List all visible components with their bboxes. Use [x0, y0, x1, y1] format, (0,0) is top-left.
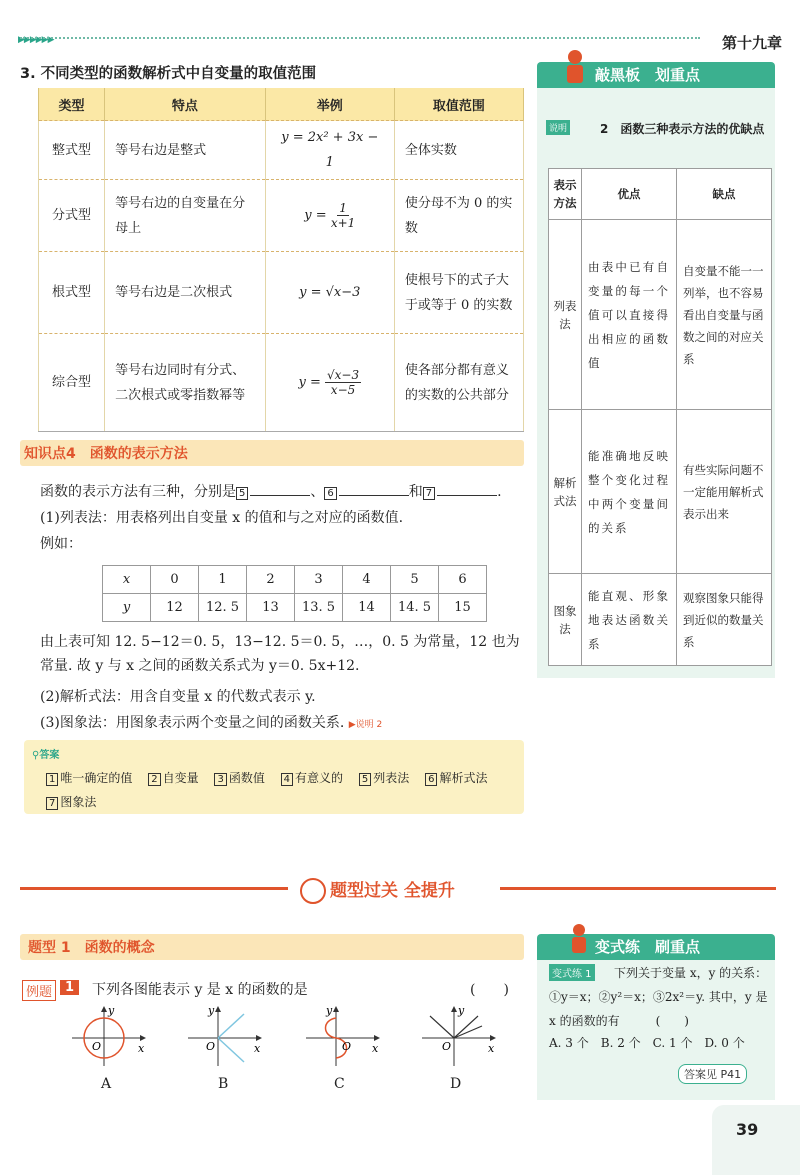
student-icon: [566, 922, 592, 956]
table-header: 举例: [265, 88, 394, 121]
graph-method-text: (3)图象法：用图象表示两个变量之间的函数关系.: [40, 715, 345, 731]
method-cell: 解析式法: [549, 410, 582, 574]
y-cell: 13. 5: [295, 594, 343, 622]
method-cell: 列表法: [549, 220, 582, 410]
kp4-title: 知识点4 函数的表示方法: [24, 446, 188, 462]
x-cell: 3: [295, 566, 343, 594]
range-cell: 使各部分都有意义的实数的公共部分: [394, 334, 523, 432]
range-cell: 全体实数: [394, 121, 523, 180]
sidebar-banner-title: 敲黑板 划重点: [595, 66, 701, 84]
page-corner: [712, 1105, 800, 1175]
example-cell: y = √x−3: [265, 252, 394, 334]
target-icon: [300, 878, 326, 904]
disadvantage-cell: 有些实际问题不一定能用解析式表示出来: [677, 410, 772, 574]
answer-item: [359, 771, 409, 785]
intro-text: .: [497, 484, 502, 500]
answer-number: 2: [148, 773, 160, 786]
advantage-cell: 能准确地反映整个变化过程中两个变量间的关系: [582, 410, 677, 574]
x-cell: 1: [199, 566, 247, 594]
graph-label: C: [334, 1076, 345, 1092]
feature-cell: 等号右边的自变量在分母上: [105, 180, 266, 252]
method-cell: 图象法: [549, 574, 582, 666]
answer-text: 有意义的: [295, 771, 344, 785]
table-row: [39, 180, 524, 252]
section-title: 题型过关 全提升: [330, 881, 455, 901]
table-header: 类型: [39, 88, 105, 121]
intro-text: 、: [310, 484, 325, 500]
note-title: 2 函数三种表示方法的优缺点: [600, 122, 765, 136]
table-row: [39, 334, 524, 432]
svg-text:x: x: [372, 1042, 379, 1055]
table-row: [549, 574, 772, 666]
fill-blank[interactable]: [437, 481, 497, 496]
svg-text:x: x: [138, 1042, 145, 1055]
x-cell: 6: [439, 566, 487, 594]
answer-text: 自变量: [162, 771, 199, 785]
svg-text:O: O: [342, 1040, 352, 1053]
blank-number: 7: [423, 487, 435, 500]
y-cell: 14: [343, 594, 391, 622]
graph-b: [184, 1004, 264, 1068]
blank-number: 5: [236, 487, 248, 500]
feature-cell: 等号右边是整式: [105, 121, 266, 180]
type-cell: 综合型: [39, 334, 105, 432]
kp4-intro: [40, 481, 520, 503]
graph-label: A: [101, 1076, 112, 1092]
answer-item: [46, 771, 132, 785]
answer-text: 函数值: [228, 771, 265, 785]
x-row: [103, 566, 487, 594]
y-cell: 14. 5: [391, 594, 439, 622]
fill-blank[interactable]: [250, 481, 310, 496]
answer-text: 唯一确定的值: [60, 771, 133, 785]
intro-text: 函数的表示方法有三种，分别是: [40, 484, 236, 500]
answer-number: 4: [281, 773, 293, 786]
range-cell: 使分母不为 0 的实数: [394, 180, 523, 252]
x-cell: 0: [151, 566, 199, 594]
svg-text:x: x: [254, 1042, 261, 1055]
fraction: [331, 201, 355, 230]
page-number: 39: [736, 1120, 759, 1139]
x-cell: 5: [391, 566, 439, 594]
y-label: y: [103, 594, 151, 622]
y-cell: 12: [151, 594, 199, 622]
note-reference-link[interactable]: ▶说明 2: [348, 720, 383, 730]
chapter-title: 第十九章: [721, 34, 782, 52]
blank-number: 6: [324, 487, 336, 500]
graph-a: [68, 1004, 148, 1068]
svg-text:x: x: [488, 1042, 495, 1055]
answer-item: [281, 771, 343, 785]
kp4-graph-method: [40, 712, 382, 736]
answer-item: [46, 795, 96, 809]
fraction-numerator: 1: [339, 201, 347, 215]
variable-range-table: [38, 88, 524, 432]
note-tag: 说明: [546, 120, 570, 135]
feature-cell: 等号右边是二次根式: [105, 252, 266, 334]
fraction: [325, 368, 361, 397]
header-divider: [20, 37, 700, 39]
key-icon: ⚲: [32, 750, 40, 761]
kp4-analysis: 由上表可知 12. 5−12＝0. 5，13−12. 5＝0. 5，…，0. 5 为常量，12 也为常量. 故 y 与 x 之间的函数关系式为 y＝0. 5x+12.: [40, 634, 520, 674]
svg-text:O: O: [92, 1040, 102, 1053]
graph-label: D: [450, 1076, 462, 1092]
answer-item: [425, 771, 487, 785]
table-header: 优点: [582, 169, 677, 220]
answer-number: 3: [214, 773, 226, 786]
y-cell: 12. 5: [199, 594, 247, 622]
answer-number: 1: [46, 773, 58, 786]
header-arrows: ▶▶▶▶▶▶: [18, 35, 54, 45]
table-row: [39, 252, 524, 334]
table-row: [39, 121, 524, 180]
answer-number: 7: [46, 797, 58, 810]
answer-reference-link[interactable]: 答案见 P41: [678, 1064, 747, 1084]
svg-text:y: y: [326, 1004, 333, 1017]
value-table: [102, 565, 487, 622]
answer-text: 图象法: [60, 795, 97, 809]
type-cell: 根式型: [39, 252, 105, 334]
fraction-denominator: x−5: [330, 383, 356, 397]
x-cell: 4: [343, 566, 391, 594]
example-cell: [265, 180, 394, 252]
advantage-cell: 能直观、形象地表达函数关系: [582, 574, 677, 666]
x-cell: 2: [247, 566, 295, 594]
table-row: [549, 410, 772, 574]
table-row: [549, 220, 772, 410]
methods-comparison-table: [548, 168, 772, 666]
disadvantage-cell: 观察图象只能得到近似的数量关系: [677, 574, 772, 666]
answer-list: [46, 766, 516, 814]
answer-paren: ( ): [470, 982, 509, 998]
fraction-numerator: √x−3: [326, 368, 360, 382]
example-prefix: y =: [298, 375, 321, 390]
kp4-list-method: (1)列表法：用表格列出自变量 x 的值和与之对应的函数值.: [40, 510, 404, 526]
fill-blank[interactable]: [339, 481, 409, 496]
range-cell: 使根号下的式子大于或等于 0 的实数: [394, 252, 523, 334]
graph-c: [302, 1004, 382, 1068]
example-cell: y = 2x² + 3x − 1: [265, 121, 394, 180]
y-cell: 13: [247, 594, 295, 622]
graph-d: [418, 1004, 498, 1068]
table-header: 特点: [105, 88, 266, 121]
svg-text:O: O: [206, 1040, 216, 1053]
answer-label-text: 答案: [39, 750, 60, 761]
answer-number: 5: [359, 773, 371, 786]
y-row: [103, 594, 487, 622]
table-header: 缺点: [677, 169, 772, 220]
qtype1-title: 题型 1 函数的概念: [28, 940, 155, 956]
svg-text:O: O: [442, 1040, 452, 1053]
variant-banner-title: 变式练 刷重点: [595, 938, 701, 956]
answer-item: [148, 771, 198, 785]
kp4-example-label: 例如：: [40, 536, 82, 552]
example-tag: 例题: [22, 980, 56, 1001]
section3-title: 3. 不同类型的函数解析式中自变量的取值范围: [20, 66, 317, 82]
svg-text:y: y: [208, 1004, 215, 1017]
graph-label: B: [218, 1076, 229, 1092]
table-header: 表示方法: [549, 169, 582, 220]
feature-cell: 等号右边同时有分式、二次根式或零指数幂等: [105, 334, 266, 432]
x-label: x: [103, 566, 151, 594]
type-cell: 整式型: [39, 121, 105, 180]
variant-options: A. 3 个 B. 2 个 C. 1 个 D. 0 个: [549, 1036, 745, 1050]
intro-text: 和: [408, 484, 423, 500]
fraction-denominator: x+1: [330, 216, 356, 230]
advantage-cell: 由表中已有自变量的每一个值可以直接得出相应的函数值: [582, 220, 677, 410]
example-prefix: y =: [304, 208, 327, 223]
variant-tag: 变式练 1: [549, 964, 595, 981]
svg-text:y: y: [458, 1004, 465, 1017]
teacher-icon: [560, 48, 590, 86]
answer-label: [32, 746, 59, 761]
svg-text:y: y: [108, 1004, 115, 1017]
kp4-formula-method: (2)解析式法：用含自变量 x 的代数式表示 y.: [40, 689, 316, 705]
example-cell: [265, 334, 394, 432]
answer-text: 解析式法: [439, 771, 488, 785]
example-number: 1: [60, 980, 79, 995]
disadvantage-cell: 自变量不能一一列举，也不容易看出自变量与函数之间的对应关系: [677, 220, 772, 410]
y-cell: 15: [439, 594, 487, 622]
example-question: 下列各图能表示 y 是 x 的函数的是: [92, 982, 308, 998]
variant-question: 下列关于变量 x，y 的关系：①y＝x；②y²＝x；③2x²＝y. 其中，y 是 x 的函数的有 ( ): [549, 966, 768, 1028]
type-cell: 分式型: [39, 180, 105, 252]
answer-number: 6: [425, 773, 437, 786]
table-header: 取值范围: [394, 88, 523, 121]
answer-item: [214, 771, 264, 785]
answer-text: 列表法: [373, 771, 410, 785]
